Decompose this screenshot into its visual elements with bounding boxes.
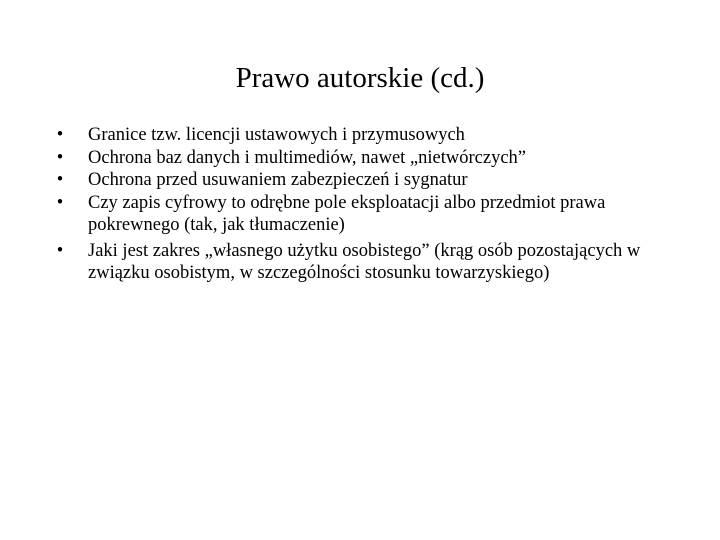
- bullet-item: [52, 169, 672, 191]
- bullet-icon: •: [56, 147, 64, 168]
- bullet-item: [52, 240, 672, 284]
- bullet-text: Ochrona baz danych i multimediów, nawet „nietwórczych”: [88, 147, 527, 168]
- bullet-icon: •: [56, 125, 64, 145]
- bullet-item: [52, 147, 672, 169]
- slide-title: Prawo autorskie (cd.): [235, 62, 485, 94]
- bullet-icon: •: [56, 170, 64, 190]
- bullet-text: Czy zapis cyfrowy to odrębne pole eksploatacji albo przedmiot prawa pokrewnego (tak, jak tłumaczenie): [88, 192, 606, 235]
- bullet-text: Granice tzw. licencji ustawowych i przymusowych: [88, 125, 465, 145]
- bullet-icon: •: [56, 240, 64, 261]
- bullet-item: [52, 124, 672, 146]
- bullet-item: [52, 192, 672, 236]
- bullet-text: Jaki jest zakres „własnego użytku osobistego” (krąg osób pozostających w związku osobistym, w szczególności stosunku towarzyskiego): [88, 240, 641, 283]
- bullet-list: [52, 124, 672, 284]
- bullet-text: Ochrona przed usuwaniem zabezpieczeń i sygnatur: [88, 170, 468, 190]
- bullet-icon: •: [56, 192, 64, 213]
